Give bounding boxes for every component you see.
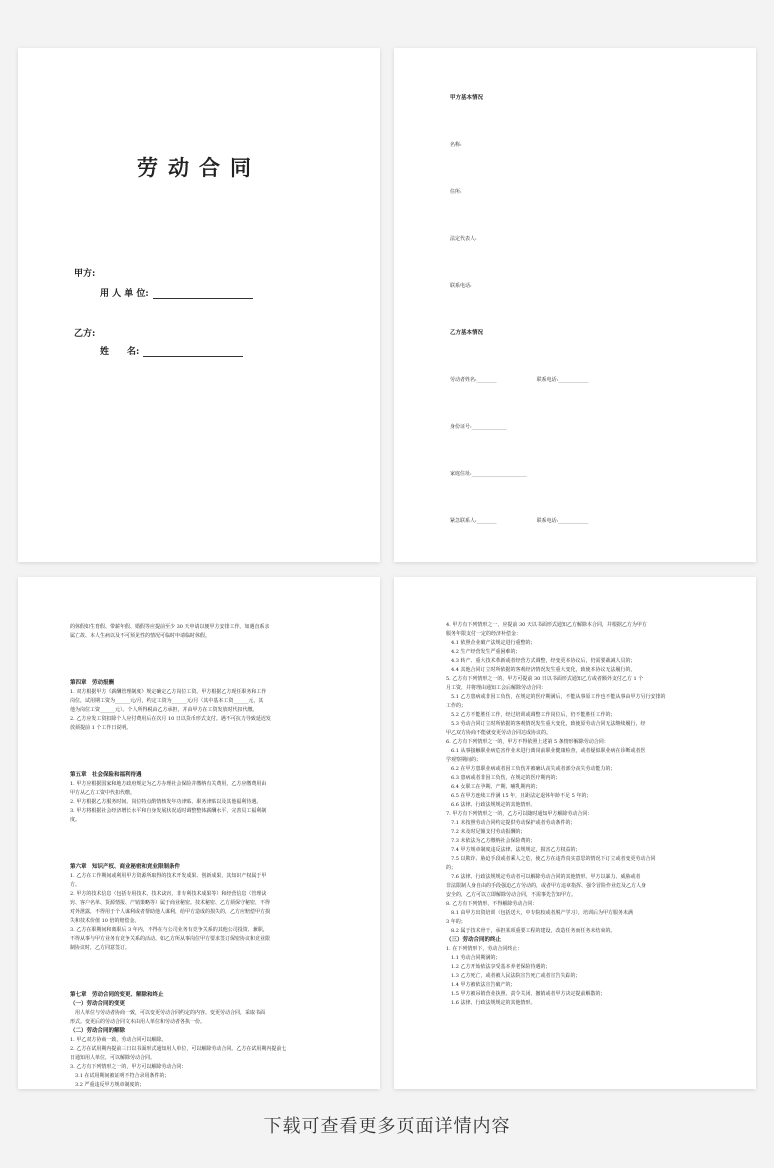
text-line: 的休假如生育假、带薪年假、婚假等应提前至少 30 天申请以便甲方安排工作。如遇直系亲 [70, 624, 270, 630]
text-line: 的； [446, 865, 457, 871]
cover-page [18, 48, 380, 562]
paragraph-gap [70, 749, 340, 755]
text-line: 3.1 在试用期间被证明不符合录用条件的； [70, 1073, 170, 1079]
text-line: 7.3 未依法为乙方缴纳社会保险费的； [446, 838, 536, 844]
text-line: 4.4 其他合同订立时所依据的客观经济情况发生重大变化，致使本协议无法履行的。 [446, 667, 636, 673]
text-line: 非法限制人身自由的手段强迫乙方劳动的，或者甲方违章指挥、强令冒险作业危及乙方人身 [446, 883, 647, 889]
paragraph-gap [450, 260, 712, 266]
name-underline [143, 347, 243, 357]
text-line: 1.3 乙方死亡，或者被人民法院宣告死亡或者宣告失踪的； [446, 973, 581, 979]
employer-underline [153, 289, 253, 299]
text-line: 联系电话: [450, 283, 472, 289]
text-line: 形式。变更后的劳动合同文本由用人单位和劳动者各执一份。 [70, 1019, 206, 1025]
page-3-body [70, 623, 340, 1089]
text-line: 6.4 女职工在孕期、产期、哺乳期内的； [446, 784, 541, 790]
text-line: 7. 甲方有下列情形之一的，乙方可以随时通知甲方解除劳动合同： [446, 811, 593, 817]
text-line: 2. 乙方应发工资扣除个人应付费用后在次月 10 日以货币形式支付。遇不可抗力导致延迟发 [70, 716, 271, 722]
section-heading: （三）劳动合同的终止 [446, 937, 502, 943]
text-line: 日通知用人单位，可以解除劳动合同。 [70, 1055, 156, 1061]
text-line: 2. 甲方的技术信息（包括专用技术，技术诀窍，非专利技术成果等）和经营信息（管理诀 [70, 891, 267, 897]
text-line: 1. 双方根据甲方《薪酬管理制度》规定确定乙方岗位工资。甲方根据乙方现任职务和工作 [70, 689, 267, 695]
section-heading: （二）劳动合同的解除 [70, 1028, 126, 1034]
text-line: 3.2 严重违反甲方规章制度的； [70, 1082, 145, 1088]
text-line: 用人单位与劳动者协商一致，可以变更劳动合同约定的内容。变更劳动合同，采取书面 [70, 1010, 266, 1016]
text-line: 1. 乙方在工作期间或利用甲方资源所取得的技术开发成果、创新成果，其知识产权属于甲 [70, 873, 267, 879]
text-line: 6. 乙方有下列情形之一的，甲方不得依照上述第 5 条情形解除劳动合同： [446, 739, 609, 745]
text-line: 安全的，乙方可以立即解除劳动合同，不需事先告知甲方。 [446, 892, 577, 898]
text-line: 失和技术价值 10 倍的赔偿金。 [70, 918, 140, 924]
text-line: 学观察期间的； [446, 757, 482, 763]
text-line: 1. 在下列情形下，劳动合同终止： [446, 946, 523, 952]
text-line: 6.5 在甲方连续工作满 15 年，且距法定退休年龄不足 5 年的； [446, 793, 592, 799]
text-line: 不得从事与甲方业务有竞争关系的活动。如乙方所从事岗位甲方要求签订保密协议和竞业限 [70, 936, 271, 942]
text-line: 劳动者姓名:________ 联系电话:____________ [450, 377, 589, 383]
section-heading: 第五章 社会保险和福利待遇 [70, 772, 142, 778]
text-line: 制协议时，乙方同意签订。 [70, 945, 131, 951]
text-line: 4. 甲方有下列情形之一，应提前 30 天以书面形式通知乙方解除本合同，并根据乙方为甲方 [446, 622, 647, 628]
text-line: 3. 乙方在职期间和离职后 3 年内，不得在与公司业务有竞争关系的其他公司投资、兼职， [70, 927, 268, 933]
paragraph-gap [450, 448, 712, 454]
employer-label: 用 人 单 位: [100, 289, 149, 299]
text-line: 8.2 属于技术骨干，承担某项重要工程的建设，改造任务而任务未结束的。 [446, 928, 616, 934]
text-line: 5. 乙方有下列情形之一的，甲方可提前 30 日以书面形式通知乙方或者额外支付乙方 1 个 [446, 676, 644, 682]
name-label: 姓 名: [100, 347, 140, 357]
text-line: 3 年的； [446, 919, 466, 925]
text-line: 5.1 乙方患病或非因工负伤，在规定的医疗期满后，不能从事原工作也不能从事由甲方另行安排的 [446, 694, 666, 700]
paragraph-gap [450, 401, 712, 407]
section-heading: 乙方基本情况 [450, 330, 484, 336]
document-title: 劳动合同 [137, 155, 261, 180]
text-line: 名称: [450, 142, 462, 148]
text-line: 2. 乙方在试用期内提前三日以书面形式通知用人单位，可以解除劳动合同。乙方在试用期内提前七 [70, 1046, 287, 1052]
section-heading: 甲方基本情况 [450, 95, 484, 101]
text-line: 紧急联系人:________ 联系电话:____________ [450, 518, 589, 524]
text-line: 1.4 甲方被依法宣告破产的； [446, 982, 516, 988]
text-line: 1.1 劳动合同期满的； [446, 955, 501, 961]
text-line: 1.6 法律、行政法规规定的其他情形。 [446, 1000, 536, 1006]
paragraph-gap [450, 166, 712, 172]
paragraph-gap [450, 213, 712, 219]
text-line: 属亡故、本人生病以及不可预见性的情况可临时申请临时休假。 [70, 633, 211, 639]
text-line: 4.1 依照企业破产法规定进行重整的； [446, 640, 536, 646]
employer-field [100, 286, 253, 299]
paragraph-gap [70, 841, 340, 847]
text-line: 法定代表人: [450, 236, 477, 242]
text-line: 7.1 未按照劳动合同约定提供劳动保护或者劳动条件的； [446, 820, 576, 826]
text-line: 8.1 由甲方出资培训（包括送大，中专院校或者脱产学习），培训后为甲方服务未满 [446, 910, 634, 916]
text-line: 3. 乙方有下列情形之一的，甲方可以解除劳动合同： [70, 1064, 187, 1070]
section-heading: 第七章 劳动合同的变更、解除和终止 [70, 992, 164, 998]
page-2-body [450, 94, 712, 562]
text-line: 1.2 乙方开始依法享受基本养老保险待遇的； [446, 964, 551, 970]
text-line: 对外泄露，不得用于个人谋利或者帮助他人谋利，给甲方造成的损失的，乙方应赔偿甲方损 [70, 909, 271, 915]
text-line: 放须提前 1 个工作日说明。 [70, 725, 132, 731]
text-line: 6.6 法律、行政法规规定的其他情形。 [446, 802, 536, 808]
text-line: 住所: [450, 189, 462, 195]
party-a-label: 甲方: [74, 269, 96, 279]
text-line: 度。 [70, 817, 81, 823]
text-line: 1.5 甲方被吊销营业执照、责令关闭、撤销或者甲方决定提前解散的； [446, 991, 606, 997]
text-line: 7.2 未及时足额支付劳动报酬的； [446, 829, 526, 835]
contract-page-3 [18, 577, 380, 1089]
text-line: 1. 甲方应根据国家和地方政府规定为乙方办理社会保险并缴纳有关费用，乙方应缴费用由 [70, 781, 267, 787]
page-4-body [446, 621, 716, 1008]
paragraph-gap [450, 354, 712, 360]
text-line: 月工资，并将理由通知工会后解除劳动合同： [446, 685, 547, 691]
contract-page-2 [394, 48, 756, 562]
text-line: 甲乙双方协商不能就变更劳动合同达成协议的。 [446, 730, 552, 736]
section-heading: 第四章 劳动报酬 [70, 680, 115, 686]
paragraph-gap [70, 969, 340, 975]
section-heading: 第六章 知识产权、商业秘密和竞业限制条件 [70, 864, 181, 870]
paragraph-gap [450, 495, 712, 501]
text-line: 1. 甲乙双方协商一致，劳动合同可以解除。 [70, 1037, 167, 1043]
text-line: 5.3 劳动合同订立时所依据的客观情况发生重大变化，致使原劳动合同无法继续履行，经 [446, 721, 646, 727]
text-line: 家庭住址:______________________ [450, 471, 527, 477]
text-line: 窍、客户名单、货源情报、产销策略等）属于商业秘密。技术秘密、乙方须保守秘密，不得 [70, 900, 271, 906]
text-line: 2. 甲方根据乙方服务时间、岗位特点酌情核发年功津贴、职务津贴以及其他福利待遇。 [70, 799, 262, 805]
text-line: 3. 甲方将根据社会经济增长水平和自身发展状况适时调整整体薪酬水平，完善员工福利制 [70, 808, 267, 814]
text-line: 5.2 乙方不能胜任工作，经过培训或调整工作岗位后，仍不能胜任工作的； [446, 712, 616, 718]
text-line: 7.4 甲方规章制度违反法律、法规规定，损害乙方权益的； [446, 847, 581, 853]
contract-page-4 [394, 577, 756, 1089]
text-line: 甲方从乙方工资中代扣代缴。 [70, 790, 136, 796]
paragraph-gap [70, 657, 340, 663]
text-line: 4.3 转产、重大技术革新或者经营方式调整，经变更本协议后，仍需要裁减人员的； [446, 658, 636, 664]
text-line: 6.3 患病或者非因工负伤，在规定的医疗期内的； [446, 775, 561, 781]
party-b-label: 乙方: [74, 329, 96, 339]
text-line: 服务年限支付一定的经济补偿金： [446, 631, 522, 637]
text-line: 他为岗位工资______元）。个人所得税由乙方承担，并由甲方在工资发放时代扣代缴。 [70, 707, 258, 713]
text-line: 方。 [70, 882, 81, 888]
text-line: 6.1 从事接触职业病危害作业未进行离岗前职业健康检查，或者疑似职业病在诊断或者医 [446, 748, 646, 754]
text-line: 岗位，试用期工资为______元/月，约定工资为______元/月（其中基本工资______元，其 [70, 698, 264, 704]
text-line: 8. 乙方有下列情形，不得解除劳动合同： [446, 901, 538, 907]
paragraph-gap [450, 307, 712, 313]
download-more-prompt[interactable]: 下载可查看更多页面详情内容 [263, 1116, 511, 1137]
text-line: 4.2 生产经营发生严重困难的； [446, 649, 521, 655]
text-line: 6.2 在甲方患职业病或者因工负伤并被确认丧失或者部分丧失劳动能力的； [446, 766, 616, 772]
name-field [100, 344, 243, 357]
text-line: 7.6 法律、行政法规规定劳动者可以解除劳动合同的其他情形。甲方以暴力、威胁或者 [446, 874, 641, 880]
text-line: 7.5 以欺诈、胁迫手段或者乘人之危，使乙方在违背真实意思的情况下订立或者变更劳动合同 [446, 856, 656, 862]
paragraph-gap [450, 542, 712, 548]
section-heading: （一）劳动合同的变更 [70, 1001, 126, 1007]
text-line: 身份证号:______________ [450, 424, 507, 430]
paragraph-gap [450, 119, 712, 125]
text-line: 工作的； [446, 703, 467, 709]
